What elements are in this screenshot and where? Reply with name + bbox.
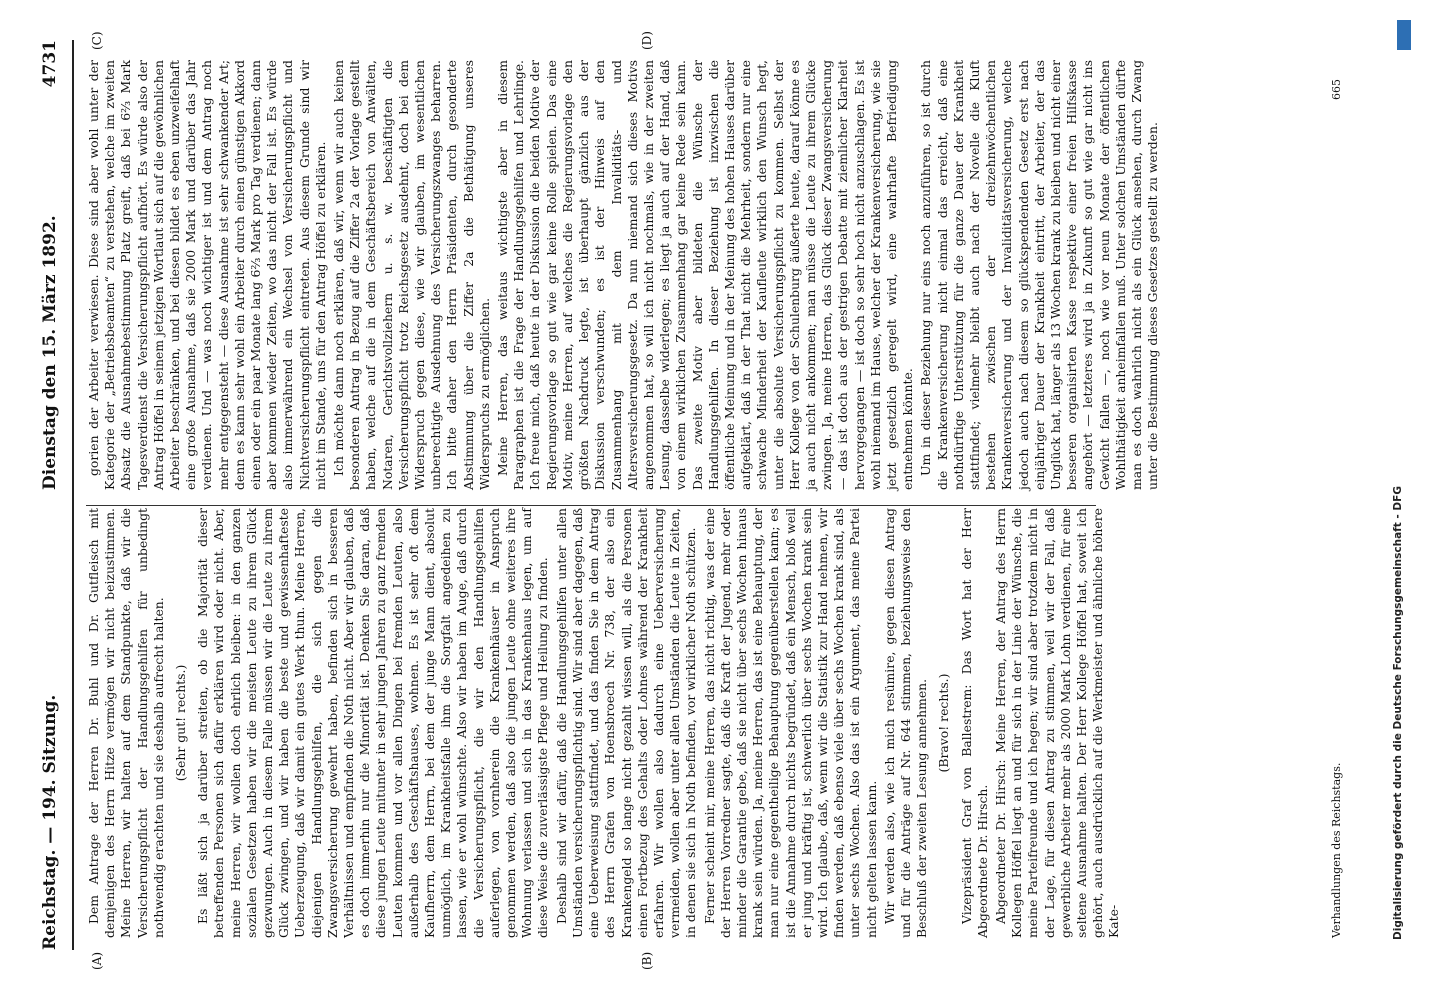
text-column-right <box>86 60 1163 490</box>
text-column-left <box>86 508 1125 938</box>
paragraph: gorien der Arbeiter verwiesen. Diese sind aber wohl unter der Kategorie der „Betriebsbeamten“ zu verstehen, welche im zweiten Absatz die Ausnahmebestimmung Platz greift, daß bei 6⅔ Mark Tagesverdienst die Versicherungspflicht aufhört. Es würde also der Antrag Höffel in seinem jetzigen Wortlaut sich auf die gewöhnlichen Arbeiter beschränken, und bei diesen bildet es eben unzweifelhaft eine große Ausnahme, daß sie 2000 Mark und darüber das Jahr verdienen. Und — was noch wichtiger ist und dem Antrag noch mehr entgegensteht — diese Ausnahme ist sehr schwankender Art; denn es kann sehr wohl ein Arbeiter durch einen günstigen Akkord einen oder ein paar Monate lang 6⅔ Mark pro Tag verdienen; dann aber kommen wieder Zeiten, wo das nicht der Fall ist. Es würde also immerwährend ein Wechsel von Versicherungspflicht und Nichtversicherungspflicht eintreten. Aus diesem Grunde sind wir nicht im Stande, uns für den Antrag Höffel zu erklären. <box>86 60 328 490</box>
footer-sheet-number: 665 <box>1330 79 1343 100</box>
paragraph: Wir werden also, wie ich mich resümire, gegen diesen Antrag und für die Anträge auf Nr. 644 stimmen, beziehungsweise den Beschluß der zweiten Lesung annehmen. <box>881 508 930 938</box>
footer-verhandlungen: Verhandlungen des Reichstags. <box>1330 762 1343 938</box>
paragraph: Um in dieser Beziehung nur eins noch anzuführen, so ist durch die Krankenversicherung nicht einmal das erreicht, daß eine nothdürftige Unterstützung für die ganze Dauer der Krankheit stattfindet; vielmehr bleibt auch nach der Novelle die Kluft bestehen zwischen der dreizehnwöchentlichen Krankenversicherung und der Invaliditätsversicherung, welche jedoch auch nach diesem so glückspendenden Gesetz erst nach einjähriger Dauer der Krankheit eintritt, der Arbeiter, der das Unglück hat, länger als 13 Wochen krank zu bleiben und nicht einer besseren organisirten Kasse respektive einer freien Hilfskasse angehört — letzteres wird ja in Zukunft so gut wie gar nicht ins Gewicht fallen —, noch wie vor neun Monate der öffentlichen Wohlthätigkeit anheimfallen muß. Unter solchen Umständen dürfte man es doch wahrlich nicht als ein Glück ansehen, durch Zwang unter die Bestimmung dieses Gesetzes gestellt zu werden. <box>918 60 1161 490</box>
header-session: Reichstag. — 194. Sitzung. <box>40 694 60 950</box>
paragraph: (Bravo! rechts.) <box>936 673 952 773</box>
page-header <box>40 40 70 950</box>
margin-marker-a: (A) <box>90 951 104 970</box>
dfg-watermark: Digitalisierung gefördert durch die Deutsche Forschungsgemeinschaft - DFG <box>1392 486 1404 940</box>
paragraph: Deshalb sind wir dafür, daß die Handlungsgehilfen unter allen Umständen versicherungspflichtig sind. Wir sind aber dagegen, daß eine Ueberweisung stattfindet, und das finden Sie in dem Antrag des Herrn Grafen von Hoensbroech Nr. 738, der also ein Krankengeld so lange nicht gezahlt wissen will, als die Personen einen Fortbezug des Gehalts oder Lohnes während der Krankheit erfahren. Wir wollen also dadurch eine Ueberversicherung vermeiden, wollen aber unter allen Umständen die Leute in Zeiten, in denen sie sich in Noth befinden, vor wirklicher Noth schützen. <box>553 508 699 938</box>
paragraph: Meine Herren, das weitaus wichtigste aber in diesem Paragraphen ist die Frage der Handlungsgehilfen und Lehrlinge. Ich freue mich, daß heute in der Diskussion die beiden Motive der Regierungsvorlage so gut wie gar keine Rolle spielen. Das eine Motiv, meine Herren, auf welches die Regierungsvorlage den größten Nachdruck legte, ist überhaupt gänzlich aus der Diskussion verschwunden; es ist der Hinweis auf den Zusammenhang mit dem Invaliditäts- und Altersversicherungsgesetz. Da nun niemand sich dieses Motivs angenommen hat, so will ich nicht nochmals, wie in der zweiten Lesung, dasselbe widerlegen; es liegt ja auch auf der Hand, daß von einem wirklichen Zusammenhang gar keine Rede sein kann. Das zweite Motiv aber bildeten die Wünsche der Handlungsgehilfen. In dieser Beziehung ist inzwischen die öffentliche Meinung und in der Meinung des hohen Hauses darüber aufgeklärt, daß in der That nicht die Mehrheit, sondern nur eine schwache Minderheit der Kaufleute wirklich den Wunsch hegt, unter die absolute Versicherungspflicht zu kommen. Selbst der Herr Kollege von der Schulenburg äußerte heute, darauf könne es ja auch nicht ankommen; man müsse die Leute zu ihrem Glücke zwingen. Ja, meine Herren, das Glück dieser Zwangsversicherung — das ist doch aus der gestrigen Debatte mit ziemlicher Klarheit hervorgegangen — ist doch so sehr hoch nicht anzuschlagen. Es ist wohl niemand im Hause, welcher der Krankenversicherung, wie sie jetzt gesetzlich geregelt wird, eine wahrhafte Befriedigung entnehmen könnte. <box>495 60 916 490</box>
margin-marker-b: (B) <box>640 951 654 970</box>
header-date: Dienstag den 15. März 1892. <box>40 215 60 490</box>
header-rule <box>72 40 74 950</box>
header-page-number: 4731 <box>40 40 60 88</box>
paragraph: Vizepräsident Graf von Ballestrem: Das Wort hat der Herr Abgeordnete Dr. Hirsch. <box>958 508 990 938</box>
paragraph: Ferner scheint mir, meine Herren, das nicht richtig, was der eine der Herren Vorredner sagte, daß die Kraft der Jugend, mehr oder minder die Garantie gebe, daß sie nicht über sechs Wochen hinaus krank sein würden. Ja, meine Herren, das ist eine Behauptung, der man nur eine gegentheilige Behauptung gegenüberstellen kann; es ist die Annahme durch nichts begründet, daß ein Mensch, bloß weil er jung und kräftig ist, schwerlich über sechs Wochen krank sein wird. Ich glaube, daß, wenn wir die Statistik zur Hand nehmen, wir finden werden, daß ebenso viele über sechs Wochen krank sind, als unter sechs Wochen. Also das ist ein Argument, das meine Partei nicht gelten lassen kann. <box>701 508 879 938</box>
paragraph: (Sehr gut! rechts.) <box>173 664 189 782</box>
paragraph: Abgeordneter Dr. Hirsch: Meine Herren, der Antrag des Herrn Kollegen Höffel liegt an und für sich in der Linie der Wünsche, die meine Parteifreunde und ich hegen; wir sind aber trotzdem nicht in der Lage, für diesen Antrag zu stimmen, weil wir der Fall, daß gewerbliche Arbeiter mehr als 2000 Mark Lohn verdienen, für eine seltene Ausnahme halten. Der Herr Kollege Höffel hat, soweit ich gehört, auch ausdrücklich auf die Werkmeister und ähnliche höhere Kate- <box>992 508 1122 938</box>
margin-marker-d: (D) <box>640 31 654 50</box>
paragraph: Es läßt sich ja darüber streiten, ob die Majorität dieser betreffenden Personen sich dafür erklären wird oder nicht. Aber, meine Herren, wir wollen doch ehrlich bleiben: in den ganzen sozialen Gesetzen haben wir die meisten Leute zu ihrem Glück gezwungen. Auch in diesem Falle müssen wir die Leute zu ihrem Glück zwingen, und wir haben die beste und gewissenhafteste Ueberzeugung, daß wir damit ein gutes Werk thun. Meine Herren, diejenigen Handlungsgehilfen, die sich gegen die Zwangsversicherung gewehrt haben, befinden sich in besseren Verhältnissen und empfinden die Noth nicht. Aber wir glauben, daß es doch immerhin nur die Minorität ist. Denken Sie daran, daß diese jungen Leute mitunter in sehr jungen Jahren zu ganz fremden Leuten kommen und vor allen Dingen bei fremden Leuten, also außerhalb des Geschäftshauses, wohnen. Es ist sehr oft dem Kaufherrn, dem Herrn, bei dem der junge Mann dient, absolut unmöglich, im Krankheitsfalle ihm die Sorgfalt angedeihen zu lassen, wie er wohl wünschte. Also wir haben im Auge, daß durch die Versicherungspflicht, die wir den Handlungsgehilfen auferlegen, von vornherein die Krankenhäuser in Anspruch genommen werden, daß also die jungen Leute ohne weiteres ihre Wohnung verlassen und sich in das Krankenhaus legen, um auf diese Weise die zuverlässigste Pflege und Heilung zu finden. <box>195 508 551 938</box>
column-divider <box>86 505 1096 506</box>
margin-marker-c: (C) <box>90 31 104 50</box>
paragraph: Ich möchte dann noch erklären, daß wir, wenn wir auch keinen besonderen Antrag in Bezug auf die Ziffer 2a der Vorlage gestellt haben, welche auf die in dem Geschäftsbereich von Anwälten, Notaren, Gerichtsvollziehern u. s. w. beschäftigten die Versicherungspflicht trotz Reichsgesetz ausdehnt, doch bei dem Widerspruch gegen diese, wie wir glauben, im wesentlichen unberechtigte Ausdehnung des Versicherungszwanges beharren. Ich bitte daher den Herrn Präsidenten, durch gesonderte Abstimmung über die Ziffer 2a die Bethätigung unseres Widerspruchs zu ermöglichen. <box>331 60 492 490</box>
paragraph: Dem Antrage der Herren Dr. Buhl und Dr. Gutfleisch mit demjenigen des Herrn Hitze vermögen wir nicht beizustimmen. Meine Herren, wir halten auf dem Standpunkte, daß wir die Versicherungspflicht der Handlungsgehilfen für unbedingt nothwendig erachten und sie deshalb aufrecht halten. <box>86 508 166 938</box>
